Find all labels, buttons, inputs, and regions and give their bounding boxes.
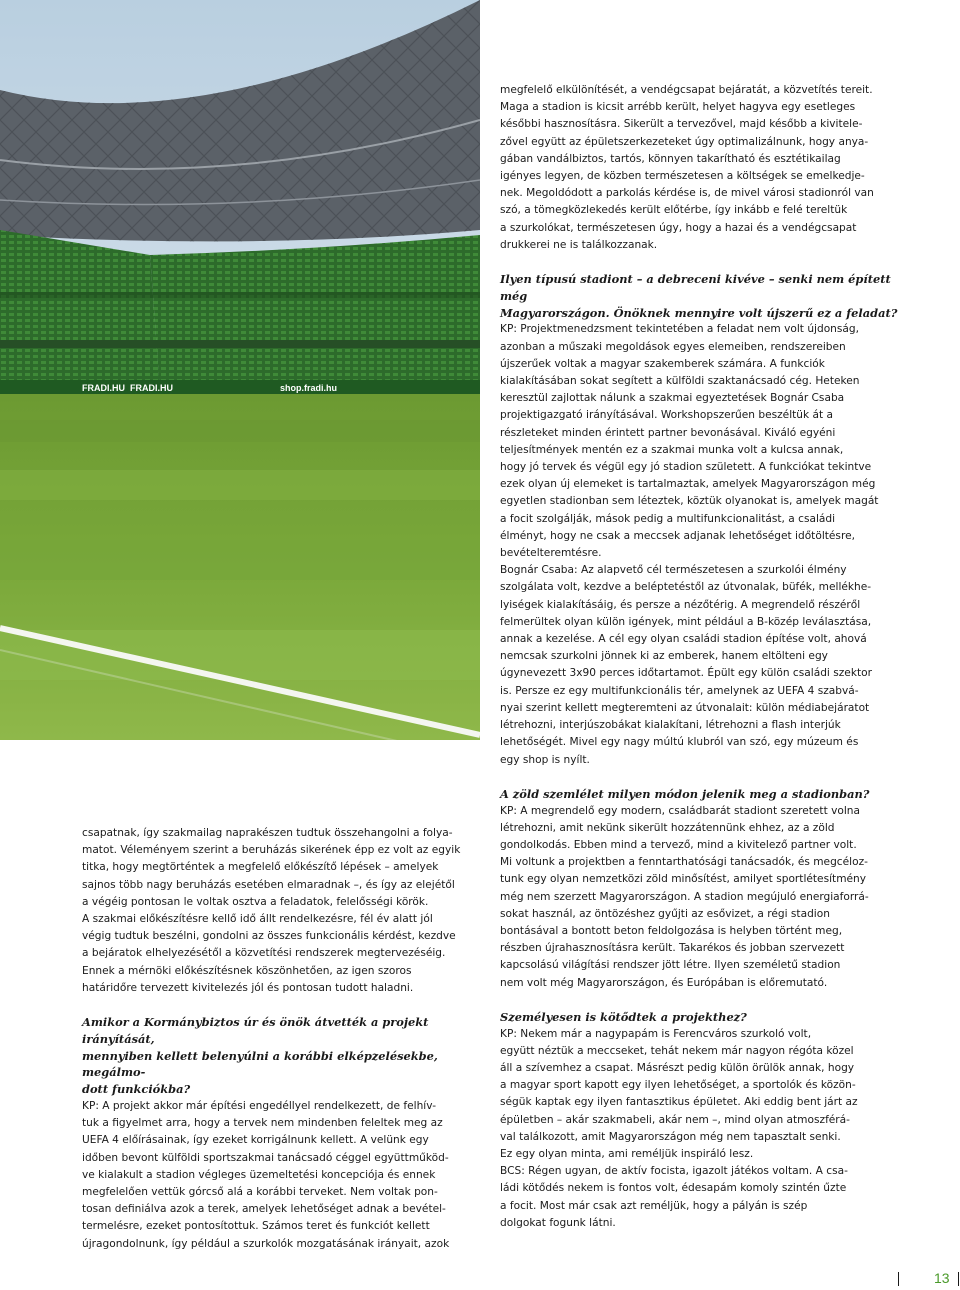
body-paragraph: KP: A projekt akkor már építési engedéllyel rendelkezett, de felhív- tuk a figyelmet arra, hogy a tervek nem mindenben feleltek meg az UEFA 4 előírásainak, így ezeket korrigálnunk kellett. A velünk egy időben bevont külföldi sportszakmai tanácsadó céggel együttműköd- ve kialakult a stadion végleges üzemeltetési koncepciója és ennek megfelelően vettük górcső alá a korábbi terveket. Nem voltak pon- tosan definiálva azok a terek, amelyek lehetőséget adnak a bevétel- termelésre, ezeket pontosítottuk. Számos teret és funkciót kellett újragondolnunk, így például a szurkolók mozgatásának irányait, azok xyxy=(82,1100,450,1250)
body-paragraph: KP: A megrendelő egy modern, családbarát stadiont szeretett volna létrehozni, amit nekünk sikerült hozzátennünk ehhez, az a zöld gondolkodás. Ebben mind a tervező, mind a kivitelező partner volt. Mi voltunk a projektben a fenntarthatósági tanácsadók, és megcéloz- tunk egy olyan nemzetközi zöld minősítést, amilyet sportlétesítmény még nem szerzett Magyarországon. A stadion megújuló energiaforrá- sokat használ, az öntözéshez gyűjti az esővizet, a régi stadion bontásával a bontott beton feldolgozása is helyben történt meg, részben újrahasznosításra került. Takarékos és jobban szervezett kapcsolású világítási rendszer jött létre. Ilyen személetű stadion nem volt még Magyarországon, és Európában is előremutató. xyxy=(500,804,869,989)
page-number-divider xyxy=(958,1272,959,1286)
interview-question: Amikor a Kormánybiztos úr és önök átvették a projekt irányítását, mennyiben kellett belenyúlni a korábbi elképzelésekbe, megálmo- dott funkciókba? xyxy=(82,1015,438,1097)
body-paragraph: Bognár Csaba: Az alapvető cél természetesen a szurkolói élmény szolgálata volt, kezdve a beléptetéstől az útvonalak, büfék, mellékhe- lyiségek kialakításáig, és persze a nézőtérig. A megrendelő részéről felmerültek olyan külön igények, mint például a B-közép leválasztása, annak a kezelése. A cél egy olyan családi stadion építése volt, ahová nemcsak szurkolni jönnek ki az emberek, hanem eltölteni egy úgynevezett 3x90 perces időtartamot. Épült egy külön családi szektor is. Persze ez egy multifunkcionális tér, amelynek az UEFA 4 szabvá- nyai szerint kellett megteremteni az útvonalait: külön médiabejáratot létrehozni, interjúszobákat kialakítani, létrehozni a flash interjúk lehetőségét. Mivel egy nagy múltú klubról van szó, egy múzeum és egy shop is nyílt. xyxy=(500,564,872,766)
body-paragraph: KP: Nekem már a nagypapám is Ferencváros szurkoló volt, együtt néztük a meccseket, tehát nekem már nagyon régóta közel áll a szívemhez a csapat. Másrészt pedig külön örülök annak, hogy a magyar sport kapott egy ilyen lehetőséget, a sportolók és közön- ségük kaptak egy ilyen fantasztikus épületet. Aki eddig bent járt az épületben – akár szakmabeli, akár nem –, mind olyan atmoszférá- val találkozott, amit Magyarországon még nem tapasztalt senki. Ez egy olyan minta, ami reméljük inspiráló lesz. xyxy=(500,1027,858,1160)
page-number: 13 xyxy=(934,1270,950,1286)
body-paragraph: KP: Projektmenedzsment tekintetében a feladat nem volt újdonság, azonban a műszaki megoldások egyes elemeiben, rendszereiben újszerűek voltak a magyar szakemberek számára. A funkciók kialakításában sokat segített a külföldi szaktanácsadó cég. Heteken keresztül zajlottak nálunk a szakmai egyeztetések Bognár Csaba projektigazgató irányításával. Workshopszerűen beszéltük át a részleteket minden érintett partner bevonásával. Kiváló egyéni teljesítmények mentén ez a szakmai munka volt a kulcsa annak, hogy jó tervek és végül egy jó stadion született. A funkciókat tekintve ezek olyan új elemeket is tartalmaztak, amelyek Magyarországon még egyetlen stadionban sem léteztek, köztük olyanokat is, amelyek magát a focit szolgálják, mások pedig a multifunkcionalitást, a családi élményt, hogy ne csak a meccsek adjanak lehetőséget időtöltésre, bevételteremtésre. xyxy=(500,323,879,560)
interview-question: Személyesen is kötődtek a projekthez? xyxy=(500,1009,747,1024)
body-paragraph: csapatnak, így szakmailag naprakészen tudtuk összehangolni a folya- matot. Véleményem szerint a beruházás sikerének épp ez volt az egyik titka, hogy megtörténtek a megfelelő előkészítő lépések – amelyek sajnos több nagy beruházás esetében elmaradnak –, és így az elejétől a végéig pontosan le voltak osztva a feladatok, felelősségi körök. A szakmai előkészítésre kellő idő állt rendelkezésre, fél év alatt jól végig tudtuk beszélni, gondolni az összes funkcionális kérdést, kezdve a bejáratok elhelyezésétől a közvetítési rendszerek megtervezéséig. Ennek a mérnöki előkészítésnek köszönhetően, az igen szoros határidőre tervezett kivitelezés jól és pontosan tudott haladni. xyxy=(82,827,461,994)
ad-board-text: FRADI.HU xyxy=(82,383,125,393)
page-number-divider xyxy=(898,1272,899,1286)
body-paragraph: megfelelő elkülönítését, a vendégcsapat bejáratát, a közvetítés tereit. Maga a stadion is kicsit arrébb került, helyet hagyva egy esetleges későbbi hasznosításra. Sikerült a tervezővel, majd később a kivitele- zővel együtt az épületszerkezeteket úgy optimalizálnunk, hogy anya- gában vandálbiztos, tartós, könnyen takarítható és esztétikailag igényes legyen, de közben természetesen a költségek se emelkedje- nek. Megoldódott a parkolás kérdése is, de mivel városi stadionról van szó, a tömegközlekedés került előtérbe, így inkább e felé tereltük a szurkolókat, természetesen úgy, hogy a hazai és a vendégcsapat drukkerei ne is találkozzanak. xyxy=(500,84,874,251)
interview-question: A zöld szemlélet milyen módon jelenik meg a stadionban? xyxy=(500,786,870,801)
interview-question: Ilyen típusú stadiont – a debreceni kivéve – senki nem épített még Magyarországon. Önöknek mennyire volt újszerű ez a feladat? xyxy=(500,272,898,320)
left-column-bottom xyxy=(82,825,482,1253)
body-paragraph: BCS: Régen ugyan, de aktív focista, igazolt játékos voltam. A csa- ládi kötődés nekem is fontos volt, édesapám komoly szintén űzte a focit. Most már csak azt reméljük, hogy a pályán is szép dolgokat fogunk látni. xyxy=(500,1165,848,1229)
ad-board-shop: shop.fradi.hu xyxy=(280,383,337,393)
ad-board-text-2: FRADI.HU xyxy=(130,383,173,393)
right-column-top xyxy=(500,82,910,1232)
stadium-photo xyxy=(0,0,480,740)
